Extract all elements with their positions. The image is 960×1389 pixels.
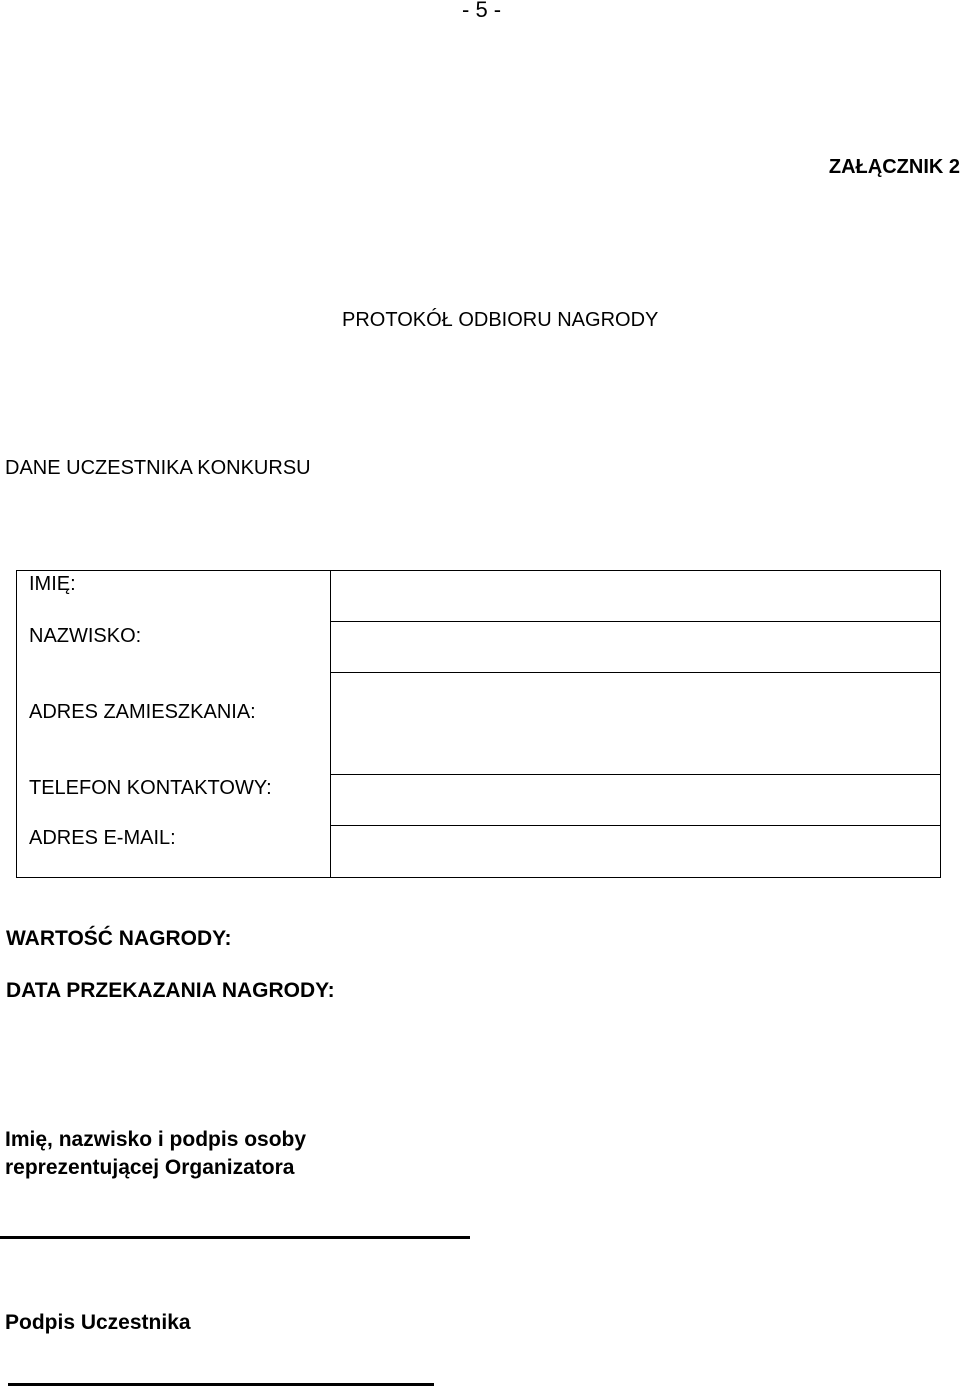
- table-row: [17, 673, 941, 775]
- email-field[interactable]: [331, 826, 941, 878]
- document-title: PROTOKÓŁ ODBIORU NAGRODY: [342, 309, 659, 331]
- field-label-cell: [17, 622, 331, 673]
- attachment-label: ZAŁĄCZNIK 2: [828, 156, 960, 178]
- page-number: - 5 -: [462, 0, 502, 22]
- participant-data-table: [16, 570, 941, 878]
- section-title: DANE UCZESTNIKA KONKURSU: [5, 457, 311, 479]
- phone-field[interactable]: [331, 775, 941, 826]
- first-name-label: IMIĘ:: [29, 573, 76, 595]
- organizer-signature-line2: reprezentującej Organizatora: [5, 1156, 295, 1179]
- first-name-field[interactable]: [331, 571, 941, 622]
- table-row: [17, 775, 941, 826]
- phone-label: TELEFON KONTAKTOWY:: [29, 776, 272, 799]
- field-label-cell: [17, 571, 331, 622]
- field-label-cell: [17, 673, 331, 775]
- email-label: ADRES E-MAIL:: [29, 826, 176, 849]
- field-label-cell: [17, 775, 331, 826]
- table-row: [17, 622, 941, 673]
- participant-signature-line: [8, 1383, 434, 1386]
- prize-value-label: WARTOŚĆ NAGRODY:: [6, 927, 232, 950]
- address-label: ADRES ZAMIESZKANIA:: [29, 700, 256, 723]
- organizer-signature-line: [0, 1236, 470, 1239]
- prize-date-label: DATA PRZEKAZANIA NAGRODY:: [6, 979, 335, 1002]
- participant-signature-caption: Podpis Uczestnika: [5, 1311, 191, 1334]
- table-row: [17, 826, 941, 878]
- address-field[interactable]: [331, 673, 941, 775]
- last-name-field[interactable]: [331, 622, 941, 673]
- organizer-signature-line1: Imię, nazwisko i podpis osoby: [5, 1128, 307, 1151]
- organizer-signature-caption: [5, 1126, 306, 1182]
- table-row: [17, 571, 941, 622]
- field-label-cell: [17, 826, 331, 878]
- last-name-label: NAZWISKO:: [29, 624, 142, 647]
